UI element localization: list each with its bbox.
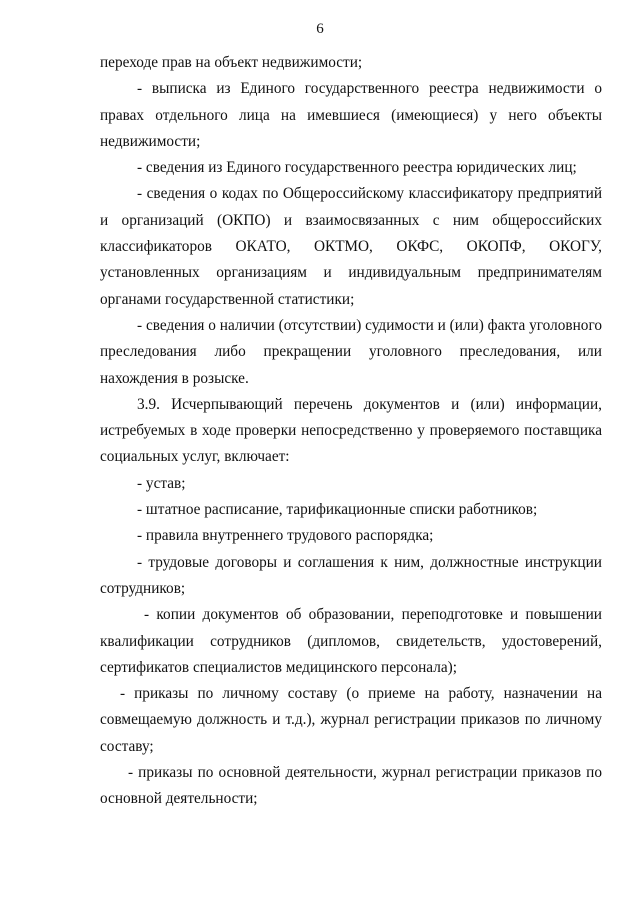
list-item-education-documents: - копии документов об образовании, переподготовке и повышении квалификации сотрудников (дипломов, свидетельств, удостоверений, сертификатов специалистов медицинского персонала); [100,606,602,676]
list-item-staff-schedule: - штатное расписание, тарификационные списки работников; [137,501,538,519]
list-item-egrul-info: - сведения из Единого государственного реестра юридических лиц; [137,159,577,177]
document-body [100,50,602,813]
page-number: 6 [316,21,324,37]
list-item-egrn-extract: - выписка из Единого государственного реестра недвижимости о правах отдельного лица на имевшиеся (имеющиеся) у него объекты недвижимости; [100,80,602,150]
list-item-main-activity-orders: - приказы по основной деятельности, журнал регистрации приказов по основной деятельности; [100,764,602,808]
paragraph-continuation: переходе прав на объект недвижимости; [100,54,363,71]
list-item-employment-contracts: - трудовые договоры и соглашения к ним, должностные инструкции сотрудников; [100,553,602,597]
section-3-9-paragraph: 3.9. Исчерпывающий перечень документов и (или) информации, истребуемых в ходе проверки непосредственно у проверяемого поставщика социальных услуг, включает: [100,395,602,466]
list-item-okpo-codes: - сведения о кодах по Общероссийскому классификатору предприятий и организаций (ОКПО) и взаимосвязанных с ним общероссийских классификаторов ОКАТО, ОКТМО, ОКФС, ОКОПФ, ОКОГУ, установленных организациям и индивидуальным предпринимателям органами государственной статистики; [100,185,602,308]
list-item-charter: - устав; [137,474,186,492]
list-item-labor-rules: - правила внутреннего трудового распорядка; [137,527,434,545]
list-item-personnel-orders: - приказы по личному составу (о приеме на работу, назначении на совмещаемую должность и т.д.), журнал регистрации приказов по личному составу; [100,685,602,755]
list-item-criminal-record: - сведения о наличии (отсутствии) судимости и (или) факта уголовного преследования либо прекращении уголовного преследования, или нахождения в розыске. [100,316,602,387]
